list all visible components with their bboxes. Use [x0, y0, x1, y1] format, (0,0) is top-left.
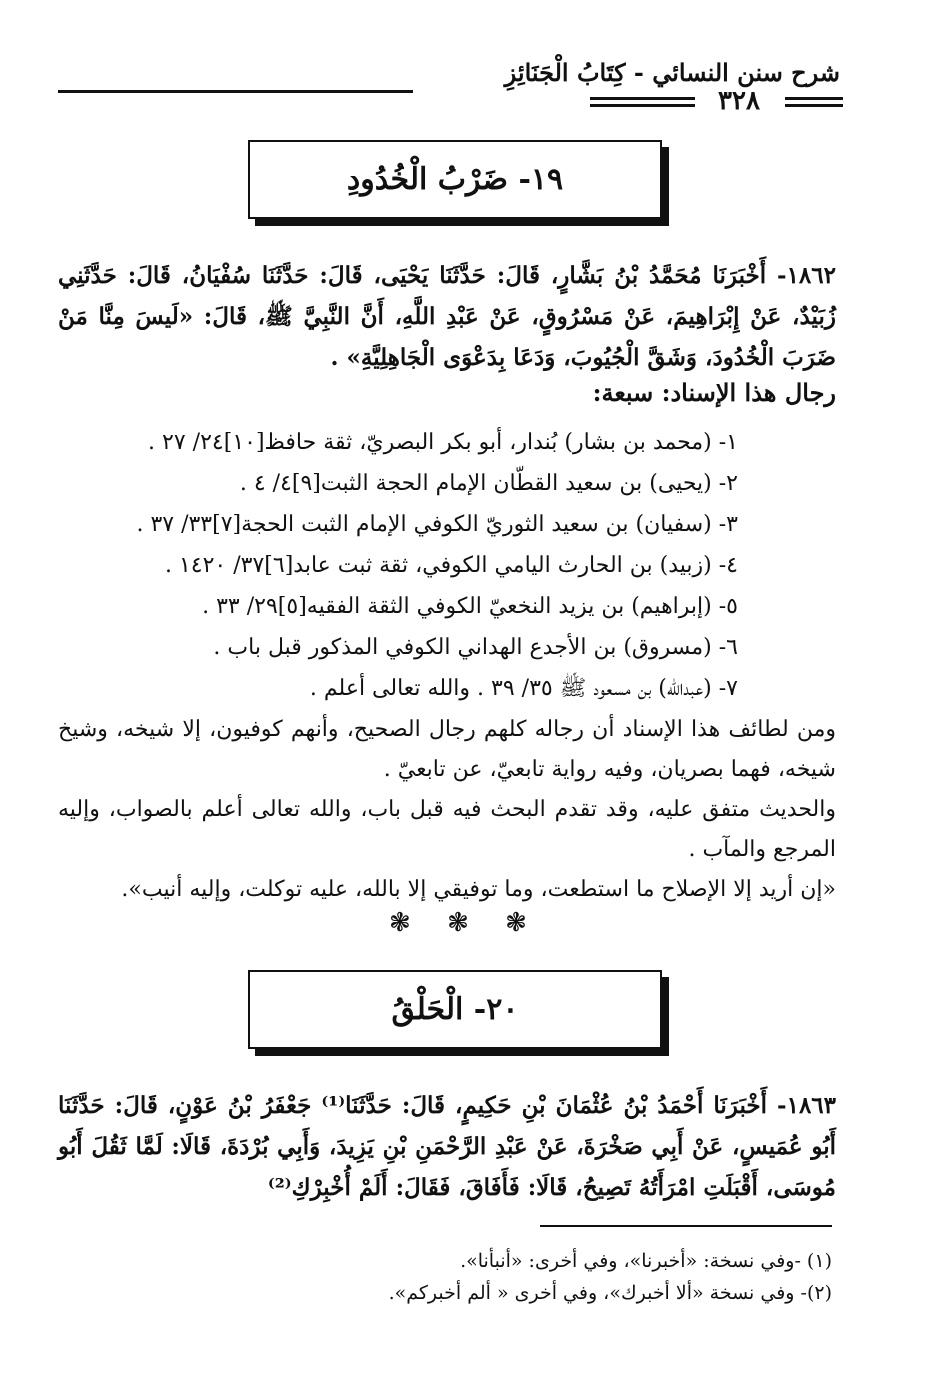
narrator-item: ٥- (إبراهيم) بن يزيد النخعيّ الكوفي الثقة الفقيه[٥]٢٩/ ٣٣ . [202, 594, 738, 619]
footnotes [300, 1245, 832, 1309]
header-rule [58, 90, 413, 93]
chapter-title-20: ٢٠- الْحَلْقُ [248, 970, 662, 1049]
footnote-rule [540, 1225, 832, 1227]
narrator-item: ٣- (سفيان) بن سعيد الثوريّ الكوفي الإمام الثبت الحجة[٧]٣٣/ ٣٧ . [136, 512, 738, 537]
narrator-item: ٧- (عبدالله) بن مسعود ﷺ ٣٥/ ٣٩ . والله تعالى أعلم . [309, 676, 738, 701]
narrator-item: ٢- (يحيى) بن سعيد القطّان الإمام الحجة الثبت[٩]٤/ ٤ . [239, 471, 738, 496]
hadith-1862: ١٨٦٢- أَخْبَرَنَا مُحَمَّدُ بْنُ بَشَّارٍ، قَالَ: حَدَّثَنَا يَحْيَى، قَالَ: حَدَّثَنَا سُفْيَانُ، قَالَ: حَدَّثَنِي زُبَيْدٌ، عَنْ إِبْرَاهِيمَ، عَنْ مَسْرُوقٍ، عَنْ عَبْدِ اللَّهِ، أَنَّ النَّبِيَّ ﷺ، قَالَ: «لَيسَ مِنَّا مَنْ ضَرَبَ الْخُدُودَ، وَشَقَّ الْجُيُوبَ، وَدَعَا بِدَعْوَى الْجَاهِلِيَّةِ» . [58, 262, 836, 371]
hadith-note-paragraph: والحديث متفق عليه، وقد تقدم البحث فيه قبل باب، والله تعالى أعلم بالصواب، وإليه المرجع والمآب . [58, 797, 836, 862]
running-head: شرح سنن النسائي - كِتَابُ الْجَنَائِزِ [504, 58, 840, 87]
page-number-bars-right [785, 97, 843, 111]
section-separator: ❃ ❃ ❃ [389, 908, 541, 938]
lataif-paragraph: ومن لطائف هذا الإسناد أن رجاله كلهم رجال الصحيح، وأنهم كوفيون، إلا شيخه، وشيخ شيخه، فهما بصريان، وفيه رواية تابعيّ، عن تابعيّ . [58, 717, 836, 782]
page-number-bars-left [590, 97, 695, 111]
narrator-item: ١- (محمد بن بشار) بُندار، أبو بكر البصريّ، ثقة حافظ[١٠]٢٤/ ٢٧ . [148, 430, 738, 455]
dua-paragraph: «إن أريد إلا الإصلاح ما استطعت، وما توفيقي إلا بالله، عليه توكلت، وإليه أنيب». [121, 877, 836, 902]
isnad-heading: رجال هذا الإسناد: سبعة: [592, 378, 836, 407]
page-number: ٣٢٨ [718, 86, 760, 116]
hadith-1863: ١٨٦٣- أَخْبَرَنَا أَحْمَدُ بْنُ عُثْمَانَ بْنِ حَكِيمٍ، قَالَ: حَدَّثَنَا⁽¹⁾ جَعْفَرُ بْنُ عَوْنٍ، قَالَ: حَدَّثَنَا أَبُو عُمَيسٍ، عَنْ أَبِي صَخْرَةَ، عَنْ عَبْدِ الرَّحْمَنِ بْنِ يَزِيدَ، وَأَبِي بُرْدَةَ، قَالَا: لَمَّا ثَقُلَ أَبُو مُوسَى، أَقْبَلَتِ امْرَأَتُهُ تَصِيحُ، قَالَا: فَأَفَاقَ، فَقَالَ: أَلَمْ أُخْبِرْكِ⁽²⁾ [58, 1092, 837, 1201]
footnote-1: (١) -وفي نسخة: «أخبرنا»، وفي أخرى: «أنبأنا». [460, 1250, 832, 1272]
narrator-item: ٦- (مسروق) بن الأجدع الهداني الكوفي المذكور قبل باب . [213, 635, 738, 660]
chapter-title-19: ١٩- ضَرْبُ الْخُدُودِ [248, 140, 662, 219]
narrator-item: ٤- (زبيد) بن الحارث اليامي الكوفي، ثقة ثبت عابد[٦]٣٧/ ١٤٢٠ . [164, 553, 738, 578]
footnote-2: (٢)- وفي نسخة «ألا أخبرك»، وفي أخرى « ألم أخبركم». [388, 1282, 832, 1304]
narrator-list [58, 422, 738, 709]
